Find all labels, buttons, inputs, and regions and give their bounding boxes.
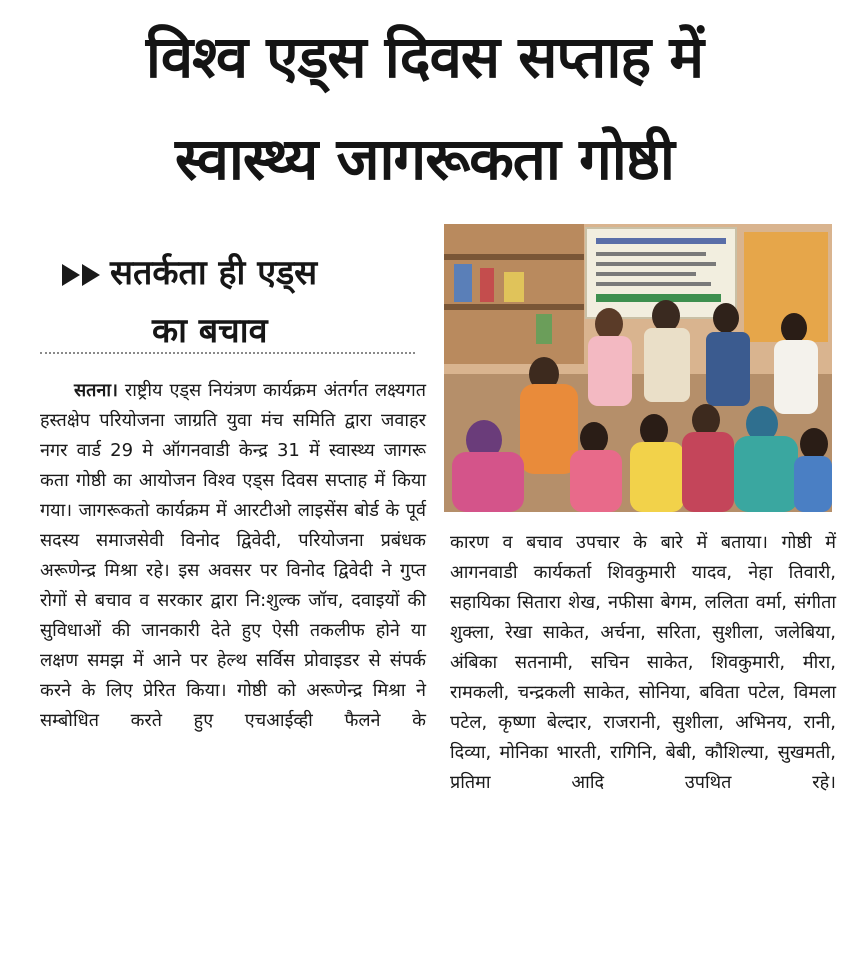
section-divider [40,352,415,354]
article-column-2 [450,528,836,798]
headline-line-1: विश्व एड्स दिवस सप्ताह में [145,23,704,91]
meeting-photo [444,224,832,512]
double-arrow-icon [62,262,106,288]
article-dateline: सतना। [74,380,118,401]
article-column-2-text: कारण व बचाव उपचार के बारे में बताया। गोष्ठी में आगनवाडी कार्यकर्ता शिवकुमारी यादव, नेहा तिवारी, सहायिका सितारा शेख, नफीसा बेगम, ललिता वर्मा, संगीता शुक्ला, रेखा साकेत, अर्चना, सरिता, सुशीला, जलेबिया, अंबिका सतनामी, सचिन साकेत, शिवकुमारी, मीरा, रामकली, चन्द्रकली साकेत, सोनिया, बविता पटेल, विमला पटेल, कृष्णा बेल्दार, राजरानी, सुशीला, अभिनय, रानी, दिव्या, मोनिका भारती, रागिनि, बेबी, कौशिल्या, सुखमती, प्रतिमा आदि उपथित रहे। [450,532,836,793]
headline-line-2: स्वास्थ्य जागरूकता गोष्ठी [175,125,674,193]
article-column-1 [40,376,426,736]
subheadline-line-2: का बचाव [152,311,268,351]
subheadline-line-1: सतर्कता ही एड्स [110,253,318,293]
article-column-1-text: राष्ट्रीय एड्स नियंत्रण कार्यक्रम अंतर्गत लक्ष्यगत हस्तक्षेप परियोजना जाग्रति युवा मंच समिति द्वारा जवाहर नगर वार्ड 29 मे ऑगनवाडी केन्द्र 31 में स्वास्थ्य जागरू कता गोष्ठी का आयोजन विश्व एड्स दिवस सप्ताह में किया गया। जागरूकतो कार्यक्रम में आरटीओ लाइसेंस बोर्ड के पूर्व सदस्य समाजसेवी विनोद द्विवेदी, परियोजना प्रबंधक अरूणेन्द्र मिश्रा रहे। इस अवसर पर विनोद द्विवेदी ने गुप्त रोगों से बचाव व सरकार द्वारा नि:शुल्क जॉच, दवाइयों की सुविधाओं की जानकारी देते हुए ऐसी तकलीफ होने या लक्षण समझ में आने पर हेल्थ सर्विस प्रोवाइडर से संपर्क करने के लिए प्रेरित किया। गोष्ठी को अरूणेन्द्र मिश्रा ने सम्बोधित करते हुए एचआईव्ही फैलने के [40,380,426,731]
